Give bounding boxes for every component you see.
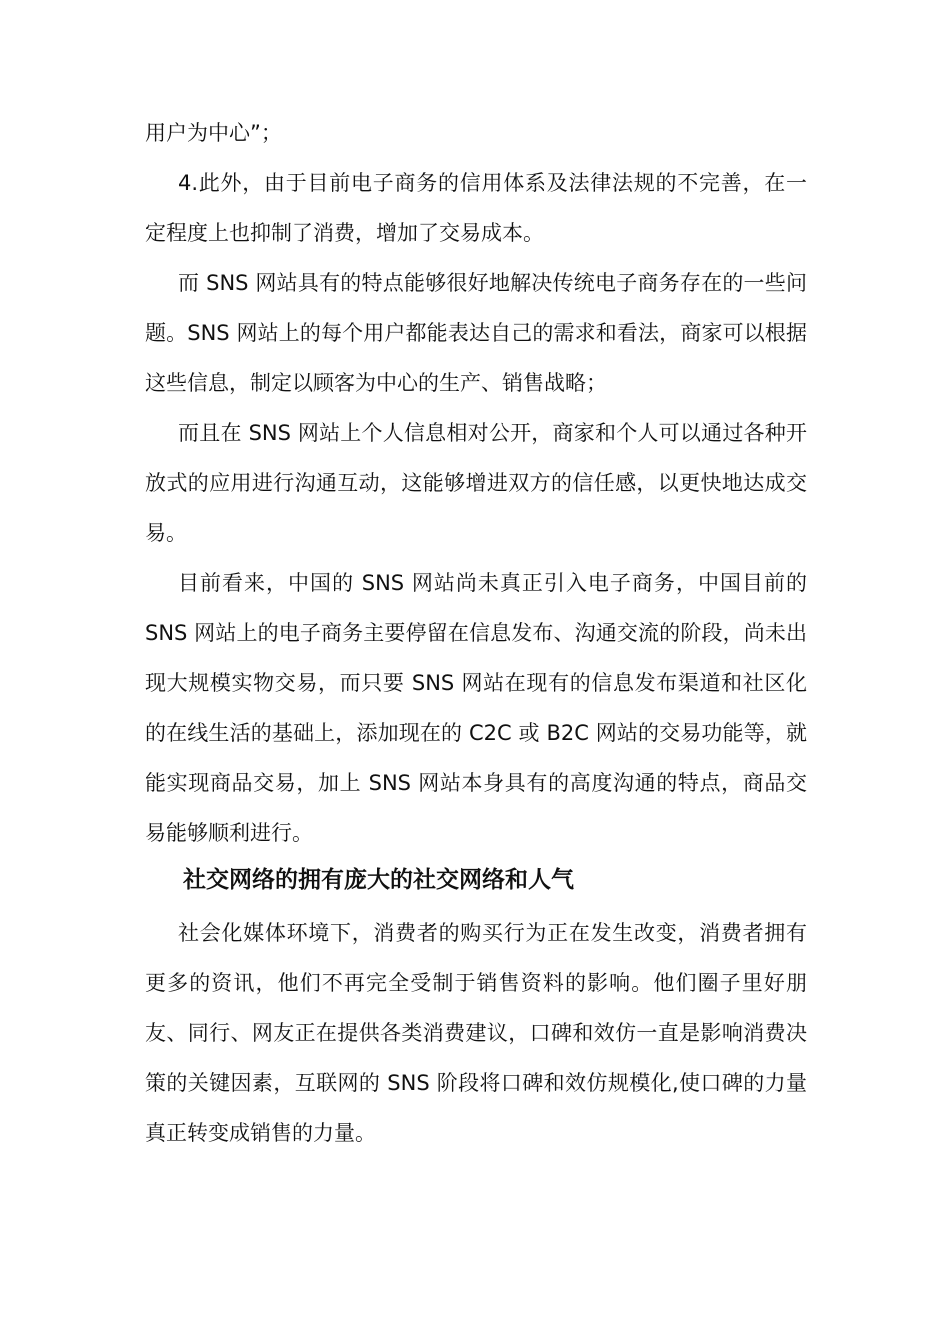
- paragraph-continuation: 用户为中心”；: [145, 121, 282, 145]
- paragraph-sns-advantages: 而 SNS 网站具有的特点能够很好地解决传统电子商务存在的一些问题。SNS 网站上的每个用户都能表达自己的需求和看法，商家可以根据这些信息，制定以顾客为中心的生产、销售战略；: [145, 271, 807, 395]
- paragraph-credit-system: 4.此外，由于目前电子商务的信用体系及法律法规的不完善，在一定程度上也抑制了消费，增加了交易成本。: [145, 171, 807, 245]
- paragraph-information-openness: 而且在 SNS 网站上个人信息相对公开，商家和个人可以通过各种开放式的应用进行沟通互动，这能够增进双方的信任感，以更快地达成交易。: [145, 421, 807, 545]
- paragraph-consumer-behavior: 社会化媒体环境下，消费者的购买行为正在发生改变，消费者拥有更多的资讯，他们不再完全受制于销售资料的影响。他们圈子里好朋友、同行、网友正在提供各类消费建议，口碑和效仿一直是影响消费决策的关键因素，互联网的 SNS 阶段将口碑和效仿规模化,使口碑的力量真正转变成销售的力量。: [145, 921, 807, 1145]
- paragraph-china-sns-status: 目前看来，中国的 SNS 网站尚未真正引入电子商务，中国目前的 SNS 网站上的电子商务主要停留在信息发布、沟通交流的阶段，尚未出现大规模实物交易，而只要 SNS 网站在现有的信息发布渠道和社区化的在线生活的基础上，添加现在的 C2C 或 B2C 网站的交易功能等，就能实现商品交易，加上 SNS 网站本身具有的高度沟通的特点，商品交易能够顺利进行。: [145, 571, 807, 845]
- section-heading: 社交网络的拥有庞大的社交网络和人气: [183, 866, 574, 893]
